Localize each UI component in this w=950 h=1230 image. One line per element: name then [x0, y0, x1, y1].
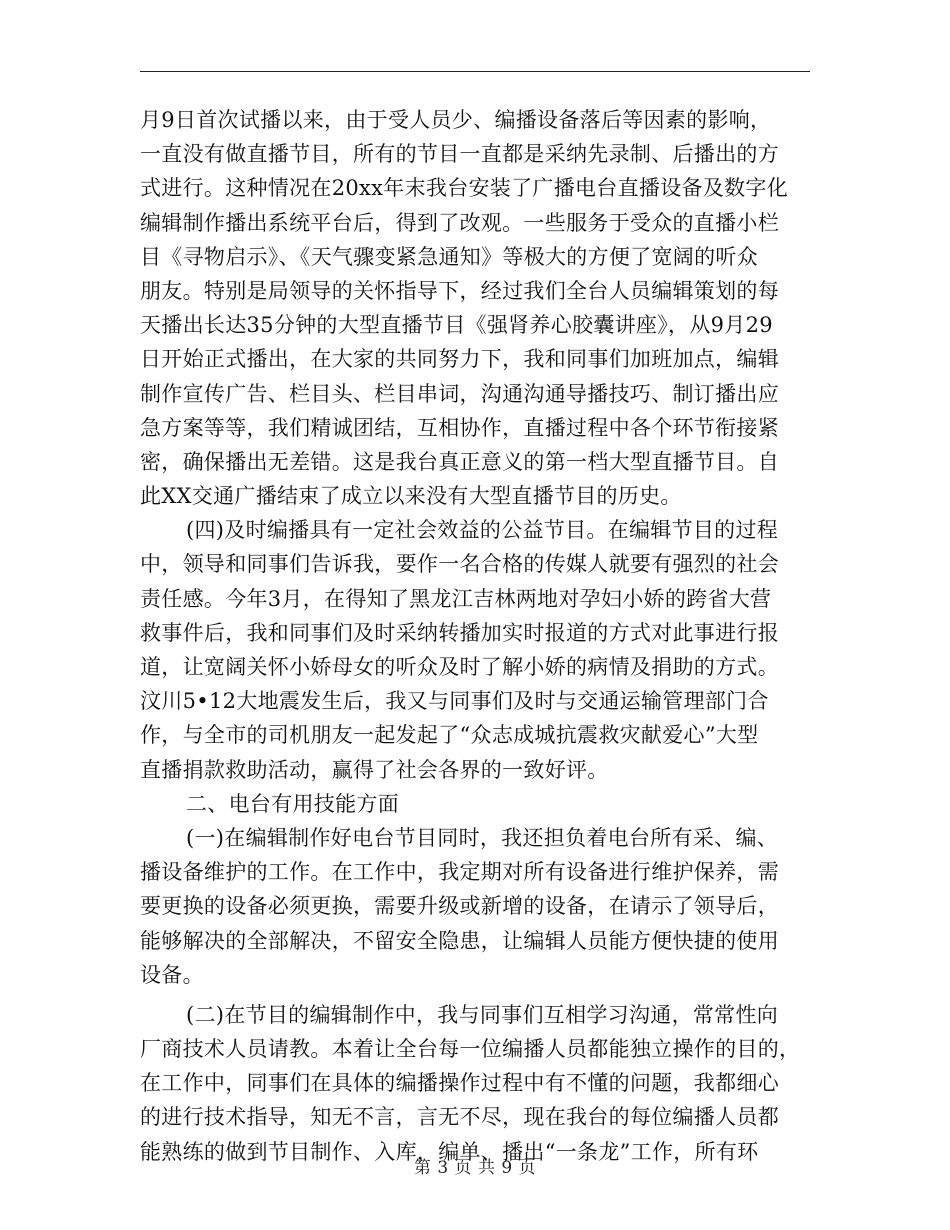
- body-text: [140, 103, 810, 1169]
- text-line: 一直没有做直播节目，所有的节目一直都是采纳先录制、后播出的方: [140, 142, 779, 167]
- text-line: 天播出长达35分钟的大型直播节目《强肾养心胶囊讲座》，从9月29: [140, 313, 773, 338]
- text-line: 在工作中，同事们在具体的编播操作过程中有不懂的问题，我都细心: [140, 1071, 779, 1096]
- text-line: 能够解决的全部解决，不留安全隐患，让编辑人员能方便快捷的使用: [140, 928, 779, 953]
- text-line: 朋友。特别是局领导的关怀指导下，经过我们全台人员编辑策划的每: [140, 278, 779, 303]
- text-line: 厂商技术人员请教。本着让全台每一位编播人员都能独立操作的目的，: [140, 1037, 801, 1062]
- text-line: 密，确保播出无差错。这是我台真正意义的第一档大型直播节目。自: [140, 449, 779, 474]
- text-line: (四)及时编播具有一定社会效益的公益节目。在编辑节目的过程: [186, 518, 779, 543]
- text-line: 能熟练的做到节目制作、入库，编单、播出“一条龙”工作，所有环: [140, 1139, 759, 1164]
- text-line: 播设备维护的工作。在工作中，我定期对所有设备进行维护保养，需: [140, 860, 779, 885]
- text-line: 的进行技术指导，知无不言，言无不尽，现在我台的每位编播人员都: [140, 1105, 779, 1130]
- text-line: 责任感。今年3月，在得知了黑龙江吉林两地对孕妇小娇的跨省大营: [140, 586, 772, 611]
- text-line: 设备。: [140, 962, 204, 987]
- text-line: 直播捐款救助活动，赢得了社会各界的一致好评。: [140, 757, 609, 782]
- text-line: 中，领导和同事们告诉我，要作一名合格的传媒人就要有强烈的社会: [140, 552, 779, 577]
- text-line: 编辑制作播出系统平台后，得到了改观。一些服务于受众的直播小栏: [140, 210, 779, 235]
- text-line: 道，让宽阔关怀小娇母女的听众及时了解小娇的病情及捐助的方式。: [140, 655, 779, 679]
- page-footer: 第 3 页 共 9 页: [413, 1158, 537, 1178]
- text-line: 目《寻物启示》、《天气骤变紧急通知》等极大的方便了宽阔的听众: [140, 244, 758, 269]
- text-line: 日开始正式播出，在大家的共同努力下，我和同事们加班加点，编辑: [140, 347, 779, 372]
- text-line: (一)在编辑制作好电台节目同时，我还担负着电台所有采、编、: [186, 825, 779, 850]
- text-line: 月9日首次试播以来，由于受人员少、编播设备落后等因素的影响，: [140, 108, 772, 132]
- text-line: 急方案等等，我们精诚团结，互相协作，直播过程中各个环节衔接紧: [140, 415, 779, 440]
- text-line: 此XX交通广播结束了成立以来没有大型直播节目的历史。: [140, 484, 682, 509]
- text-line: 作，与全市的司机朋友一起发起了“众志成城抗震救灾献爱心”大型: [140, 723, 759, 748]
- header-rule: [140, 71, 810, 72]
- text-line: 式进行。这种情况在20xx年末我台安装了广播电台直播设备及数字化: [140, 176, 789, 201]
- text-line: 救事件后，我和同事们及时采纳转播加实时报道的方式对此事进行报: [140, 620, 779, 645]
- text-line: 要更换的设备必须更换，需要升级或新增的设备，在请示了领导后，: [140, 894, 779, 919]
- text-line: 制作宣传广告、栏目头、栏目串词，沟通沟通导播技巧、制订播出应: [140, 381, 779, 406]
- text-line: 汶川5•12大地震发生后，我又与同事们及时与交通运输管理部门合: [140, 689, 769, 714]
- text-line: 二、电台有用技能方面: [186, 791, 399, 816]
- text-line: (二)在节目的编辑制作中，我与同事们互相学习沟通，常常性向: [186, 1002, 779, 1027]
